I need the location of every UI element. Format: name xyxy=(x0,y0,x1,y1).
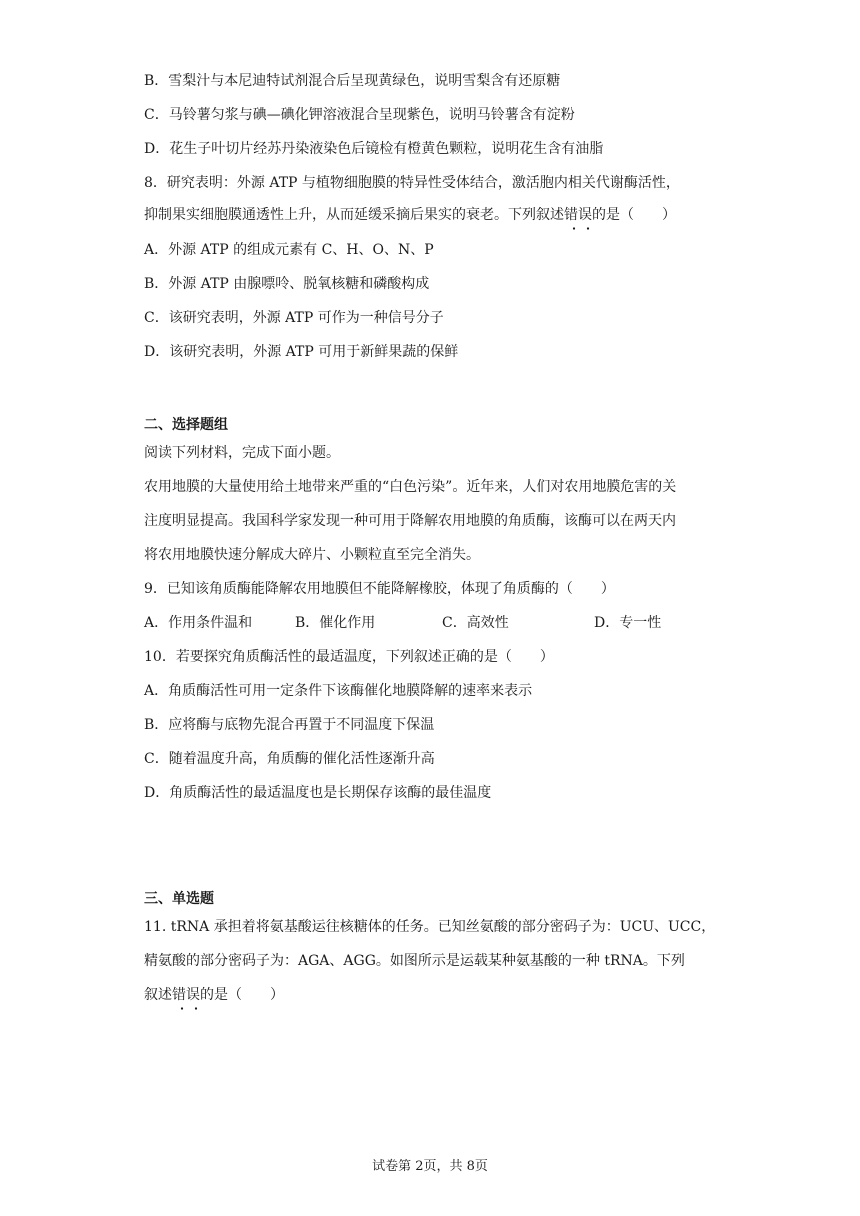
q7-option-b: B．雪梨汁与本尼迪特试剂混合后呈现黄绿色，说明雪梨含有还原糖 xyxy=(144,73,561,89)
material-line-3: 将农用地膜快速分解成大碎片、小颗粒直至完全消失。 xyxy=(144,547,480,563)
q8-stem-paren: 的是（ ） xyxy=(592,207,676,223)
emphasis-mark: 错误 xyxy=(172,987,200,1003)
q9-stem: 9．已知该角质酶能降解农用地膜但不能降解橡胶，体现了角质酶的（ ） xyxy=(144,581,615,597)
q8-option-d: D．该研究表明，外源 ATP 可用于新鲜果蔬的保鲜 xyxy=(144,344,459,360)
q10-option-b: B．应将酶与底物先混合再置于不同温度下保温 xyxy=(144,717,435,733)
section-3-title: 三、单选题 xyxy=(144,891,214,907)
material-line-1: 农用地膜的大量使用给土地带来严重的“白色污染”。近年来，人们对农用地膜危害的关 xyxy=(144,479,677,495)
q8-stem-line-1: 8．研究表明：外源 ATP 与植物细胞膜的特异性受体结合，激活胞内相关代谢酶活性， xyxy=(144,175,680,191)
q9-option-b: B．催化作用 xyxy=(295,615,376,631)
q11-stem-line-3 xyxy=(144,985,724,1005)
q8-stem-text: 抑制果实细胞膜通透性上升，从而延缓采摘后果实的衰老。下列叙述 xyxy=(144,207,564,223)
q9-option-d: D．专一性 xyxy=(594,615,662,631)
q11-stem-paren: 的是（ ） xyxy=(200,987,284,1003)
q10-stem: 10．若要探究角质酶活性的最适温度，下列叙述正确的是（ ） xyxy=(144,649,554,665)
page-footer: 试卷第 2页，共 8页 xyxy=(372,1159,488,1174)
q7-option-c: C．马铃薯匀浆与碘—碘化钾溶液混合呈现紫色，说明马铃薯含有淀粉 xyxy=(144,107,575,123)
q8-stem-line-2 xyxy=(144,205,724,225)
q8-option-a: A．外源 ATP 的组成元素有 C、H、O、N、P xyxy=(144,242,434,258)
q8-option-b: B．外源 ATP 由腺嘌呤、脱氧核糖和磷酸构成 xyxy=(144,276,430,292)
emphasis-mark: 错误 xyxy=(564,207,592,223)
section-2-title: 二、选择题组 xyxy=(144,417,228,433)
q11-stem-line-2: 精氨酸的部分密码子为：AGA、AGG。如图所示是运载某种氨基酸的一种 tRNA。下列 xyxy=(144,953,685,969)
q10-option-d: D．角质酶活性的最适温度也是长期保存该酶的最佳温度 xyxy=(144,785,492,801)
q10-option-c: C．随着温度升高，角质酶的催化活性逐渐升高 xyxy=(144,751,435,767)
q11-stem-line-1: 11. tRNA 承担着将氨基酸运往核糖体的任务。已知丝氨酸的部分密码子为：UCU、UCC， xyxy=(144,919,716,935)
q11-stem-text: 叙述 xyxy=(144,987,172,1003)
q8-option-c: C．该研究表明，外源 ATP 可作为一种信号分子 xyxy=(144,310,444,326)
material-line-2: 注度明显提高。我国科学家发现一种可用于降解农用地膜的角质酶，该酶可以在两天内 xyxy=(144,513,676,529)
q7-option-d: D．花生子叶切片经苏丹染液染色后镜检有橙黄色颗粒，说明花生含有油脂 xyxy=(144,141,604,157)
section-2-intro: 阅读下列材料，完成下面小题。 xyxy=(144,445,340,461)
q9-option-c: C．高效性 xyxy=(442,615,509,631)
q9-option-a: A．作用条件温和 xyxy=(144,615,253,631)
q9-options xyxy=(144,613,724,633)
q10-option-a: A．角质酶活性可用一定条件下该酶催化地膜降解的速率来表示 xyxy=(144,683,533,699)
